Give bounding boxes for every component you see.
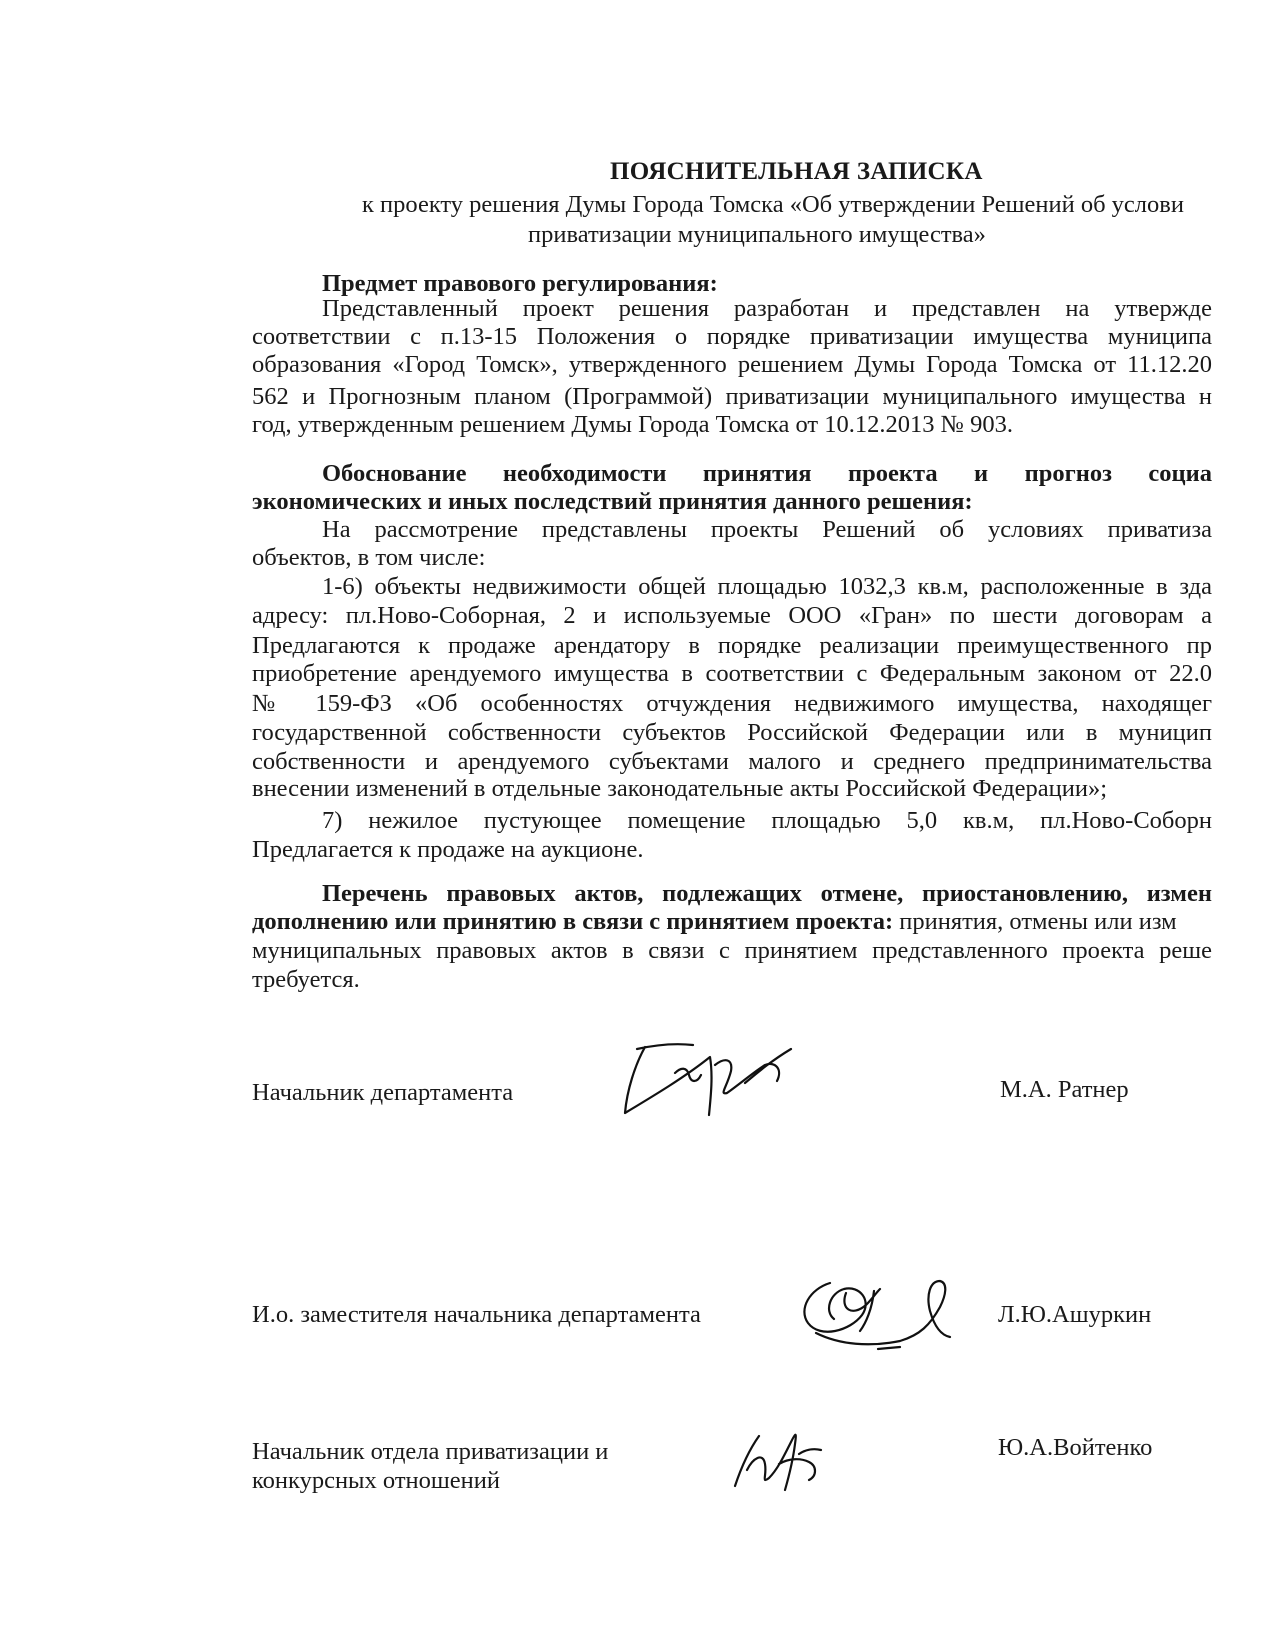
section-2-line: внесении изменений в отдельные законодательные акты Российской Федерации»; [252,775,1107,802]
section-1-line: соответствии с п.13-15 Положения о порядке приватизации имущества муниципа [252,323,1212,350]
signatory-3-name: Ю.А.Войтенко [998,1434,1153,1461]
section-2-line: 1-6) объекты недвижимости общей площадью 1032,3 кв.м, расположенные в зда [322,573,1212,600]
section-3-line-2 [252,907,1177,937]
section-2-line: 7) нежилое пустующее помещение площадью 5,0 кв.м, пл.Ново-Соборн [322,807,1212,834]
section-1-line: Представленный проект решения разработан и представлен на утвержде [322,295,1212,322]
section-2-line: объектов, в том числе: [252,544,486,571]
section-2-line: собственности и арендуемого субъектами малого и среднего предпринимательства [252,748,1212,775]
document-subtitle-line-2: приватизации муниципального имущества» [528,221,986,248]
section-2-heading-line-2: экономических и иных последствий принятия данного решения: [252,488,973,515]
signature-3-handwritten [725,1420,835,1500]
section-2-line: приобретение арендуемого имущества в соответствии с Федеральным законом от 22.0 [252,660,1212,687]
section-1-line: образования «Город Томск», утвержденного решением Думы Города Томска от 11.12.20 [252,351,1212,378]
document-title: ПОЯСНИТЕЛЬНАЯ ЗАПИСКА [610,158,983,185]
signatory-1-name: М.А. Ратнер [1000,1076,1129,1103]
section-1-heading: Предмет правового регулирования: [322,270,718,297]
section-2-heading-line-1: Обоснование необходимости принятия проекта и прогноз социа [322,460,1212,487]
document-subtitle-line-1: к проекту решения Думы Города Томска «Об утверждении Решений об услови [362,191,1184,218]
section-2-line: государственной собственности субъектов Российской Федерации или в муницип [252,719,1212,746]
signature-1-handwritten [615,1035,815,1120]
section-2-line: Предлагается к продаже на аукционе. [252,836,644,863]
signatory-3-position-line-2: конкурсных отношений [252,1467,500,1494]
section-1-line: год, утвержденным решением Думы Города Томска от 10.12.2013 № 903. [252,411,1013,438]
section-1-line: 562 и Прогнозным планом (Программой) приватизации муниципального имущества н [252,383,1212,410]
section-2-line: Предлагаются к продаже арендатору в порядке реализации преимущественного пр [252,632,1212,659]
section-3-line: требуется. [252,966,360,993]
signatory-2-position: И.о. заместителя начальника департамента [252,1301,701,1328]
signatory-3-position-line-1: Начальник отдела приватизации и [252,1438,609,1465]
section-2-line: На рассмотрение представлены проекты Решений об условиях приватиза [322,516,1212,543]
section-3-heading-tail: принятия, отмены или изм [893,908,1177,935]
signature-2-handwritten [790,1265,970,1365]
section-3-heading-line-2: дополнению или принятию в связи с принятием проекта: [252,908,894,935]
section-3-line: муниципальных правовых актов в связи с принятием представленного проекта реше [252,937,1212,964]
section-2-line: адресу: пл.Ново-Соборная, 2 и используемые ООО «Гран» по шести договорам а [252,602,1212,629]
section-3-heading-line-1: Перечень правовых актов, подлежащих отмене, приостановлению, измен [322,880,1212,907]
section-2-line: № 159-ФЗ «Об особенностях отчуждения недвижимого имущества, находящег [252,690,1212,717]
signatory-1-position: Начальник департамента [252,1079,514,1106]
signatory-2-name: Л.Ю.Ашуркин [998,1301,1152,1328]
